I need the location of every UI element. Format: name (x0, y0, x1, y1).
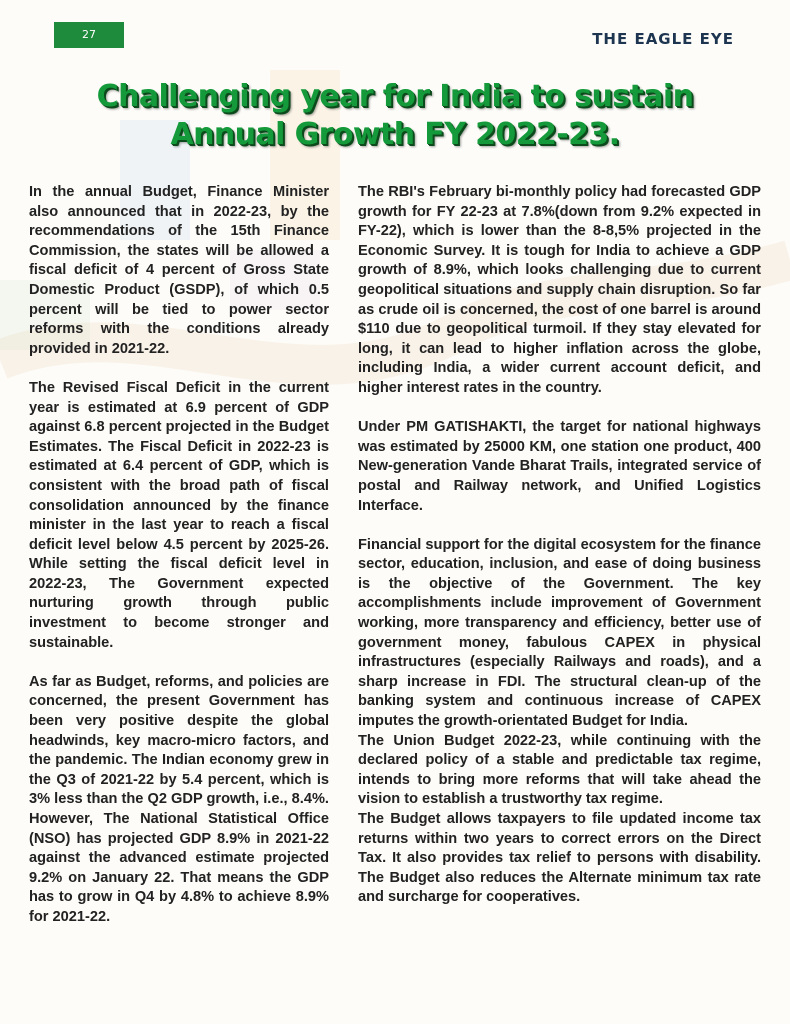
paragraph: As far as Budget, reforms, and policies are concerned, the present Government has been very positive despite the global headwinds, key macro-micro factors, and the pandemic. The Indian economy grew in the Q3 of 2021-22 by 5.4 percent, which is 3% less than the Q2 GDP growth, i.e., 8.4%. However, The National Statistical Office (NSO) has projected GDP 8.9% in 2021-22 against the advanced estimate projected 9.2% on January 22. That means the GDP has to grow in Q4 by 4.8% to achieve 8.9% for 2021-22. (29, 673, 329, 925)
paragraph: The RBI's February bi-monthly policy had forecasted GDP growth for FY 22-23 at 7.8%(down from 9.2% expected in FY-22), which is lower than the 8-8,5% projected in the Economic Survey. It is tough for India to achieve a GDP growth of 8.9%, which looks challenging due to current geopolitical situations and supply chain disruption. So far as crude oil is concerned, the cost of one barrel is around $110 due to geopolitical turmoil. If they stay elevated for long, it can lead to higher inflation across the globe, including India, a wider current account deficit, and higher interest rates in the country. (358, 184, 761, 396)
paragraph: The Revised Fiscal Deficit in the current year is estimated at 6.9 percent of GDP against 6.8 percent projected in the Budget Estimates. The Fiscal Deficit in 2022-23 is estimated at 6.4 percent of GDP, which is consistent with the broad path of fiscal consolidation announced by the finance minister in the last year to reach a fiscal deficit level below 4.5 percent by 2025-26. While setting the fiscal deficit level in 2022-23, The Government expected nurturing growth through public investment to become stronger and sustainable. (29, 379, 329, 651)
title-line-1: Challenging year for India to sustain (96, 79, 694, 114)
page-number-badge: 27 (54, 22, 124, 48)
paragraph: Financial support for the digital ecosystem for the finance sector, education, inclusion, and ease of doing business is the objective of the Government. The key accomplishments include improvement of Government working, more transparency and efficiency, better use of government money, fabulous CAPEX in physical infrastructures (especially Railways and roads), and a sharp increase in FDI. The structural clean-up of the banking system and continuous increase of CAPEX imputes the growth-orientated Budget for India. (358, 536, 761, 730)
left-column (29, 183, 329, 928)
publication-brand: THE EAGLE EYE (592, 30, 734, 48)
paragraph: The Budget allows taxpayers to file updated income tax returns within two years to correct errors on the Direct Tax. It also provides tax relief to persons with disability. The Budget also reduces the Alternate minimum tax rate and surcharge for cooperatives. (358, 811, 761, 906)
paragraph: In the annual Budget, Finance Minister also announced that in 2022-23, by the recommendations of the 15th Finance Commission, the states will be allowed a fiscal deficit of 4 percent of Gross State Domestic Product (GSDP), of which 0.5 percent will be tied to power sector reforms with the conditions already provided in 2021-22. (29, 184, 329, 357)
title-line-2: Annual Growth FY 2022-23. (170, 117, 620, 152)
right-column (358, 183, 761, 908)
paragraph: The Union Budget 2022-23, while continuing with the declared policy of a stable and predictable tax regime, intends to bring more reforms that will take ahead the vision to establish a trustworthy tax regime. (358, 732, 761, 808)
paragraph: Under PM GATISHAKTI, the target for national highways was estimated by 25000 KM, one station one product, 400 New-generation Vande Bharat Trails, integrated service of postal and Railway network, and Unified Logistics Interface. (358, 419, 761, 514)
article-title (40, 78, 750, 154)
